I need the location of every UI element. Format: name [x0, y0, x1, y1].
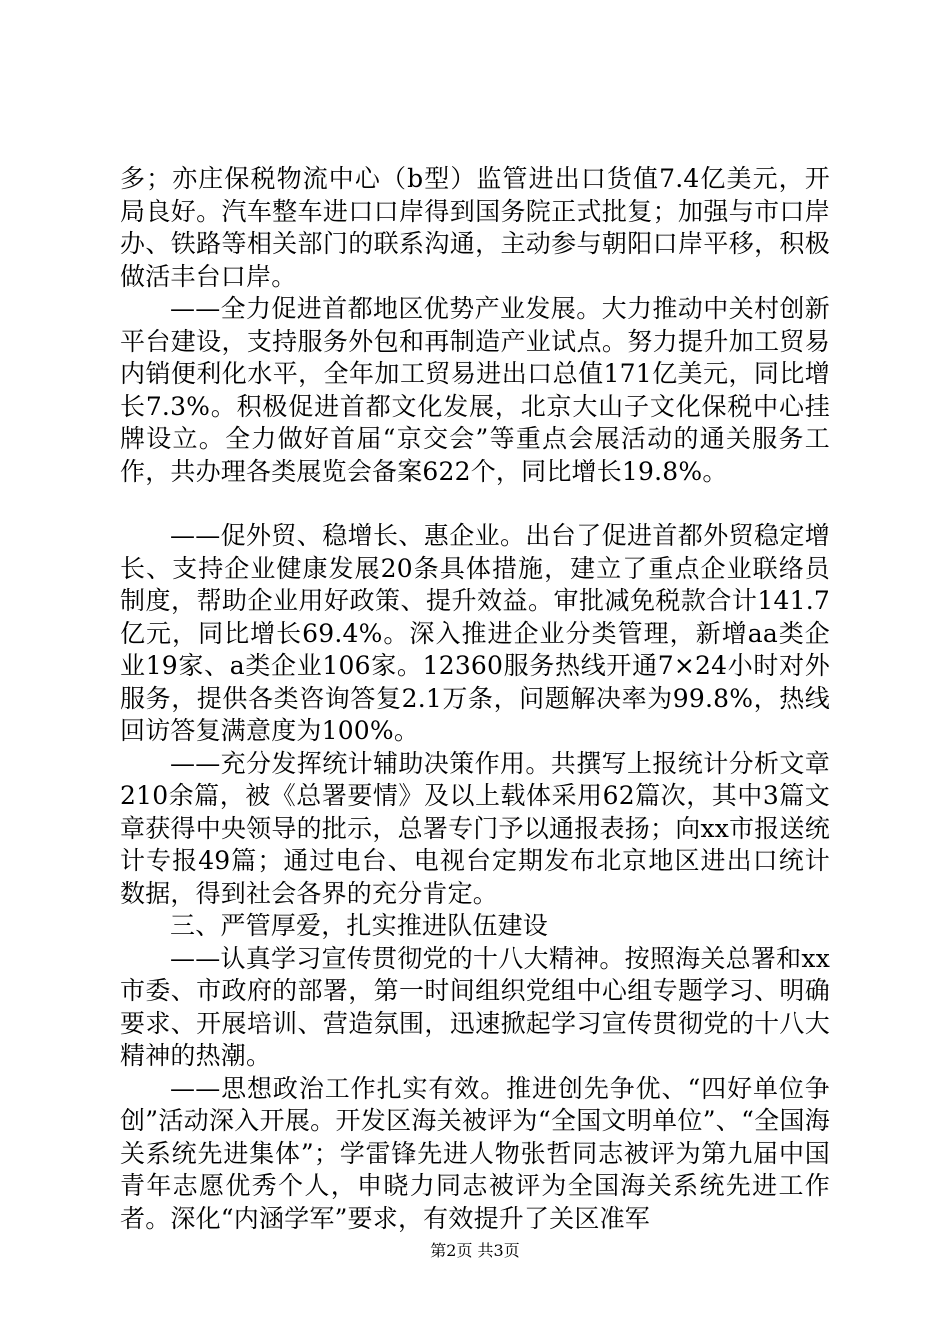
paragraph-foreign-trade: ——促外贸、稳增长、惠企业。出台了促进首都外贸稳定增长、支持企业健康发展20条具体措施，建立了重点企业联络员制度，帮助企业用好政策、提升效益。审批减免税款合计141.7亿元，同比增长69.4%。深入推进企业分类管理，新增aa类企业19家、a类企业106家。12360服务热线开通7×24小时对外服务，提供各类咨询答复2.1万条，问题解决率为99.8%，热线回访答复满意度为100%。: [120, 521, 830, 745]
document-body: [120, 163, 830, 1235]
paragraph-industry-development: ——全力促进首都地区优势产业发展。大力推动中关村创新平台建设，支持服务外包和再制造产业试点。努力提升加工贸易内销便利化水平，全年加工贸易进出口总值171亿美元，同比增长7.3%。积极促进首都文化发展，北京大山子文化保税中心挂牌设立。全力做好首届“京交会”等重点会展活动的通关服务工作，共办理各类展览会备案622个，同比增长19.8%。: [120, 294, 830, 486]
page-number-footer: 第2页 共3页: [430, 1241, 520, 1260]
paragraph-statistics: ——充分发挥统计辅助决策作用。共撰写上报统计分析文章210余篇，被《总署要情》及以上载体采用62篇次，其中3篇文章获得中央领导的批示，总署专门予以通报表扬；向xx市报送统计专报49篇；通过电台、电视台定期发布北京地区进出口统计数据，得到社会各界的充分肯定。: [120, 748, 830, 908]
paragraph-study-spirit: ——认真学习宣传贯彻党的十八大精神。按照海关总署和xx市委、市政府的部署，第一时间组织党组中心组专题学习、明确要求、开展培训、营造氛围，迅速掀起学习宣传贯彻党的十八大精神的热潮。: [120, 943, 830, 1070]
paragraph-continued: 多；亦庄保税物流中心（b型）监管进出口货值7.4亿美元，开局良好。汽车整车进口口岸得到国务院正式批复；加强与市口岸办、铁路等相关部门的联系沟通，主动参与朝阳口岸平移，积极做活丰台口岸。: [120, 164, 830, 291]
section-heading: 三、严管厚爱，扎实推进队伍建设: [170, 911, 549, 940]
paragraph-political-work: ——思想政治工作扎实有效。推进创先争优、“四好单位争创”活动深入开展。开发区海关被评为“全国文明单位”、“全国海关系统先进集体”；学雷锋先进人物张哲同志被评为第九届中国青年志愿优秀个人，申晓力同志被评为全国海关系统先进工作者。深化“内涵学军”要求，有效提升了关区准军: [120, 1073, 830, 1233]
